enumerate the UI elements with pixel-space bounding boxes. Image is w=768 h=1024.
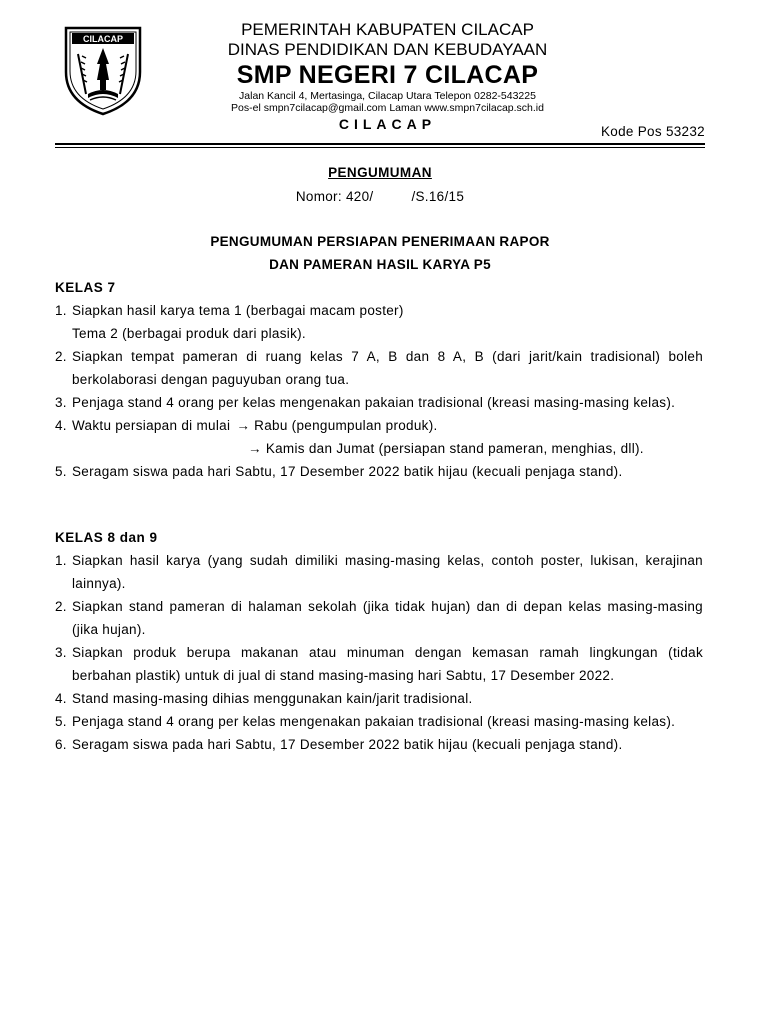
subject-line-1: PENGUMUMAN PERSIAPAN PENERIMAAN RAPOR: [210, 234, 550, 249]
government-name: PEMERINTAH KABUPATEN CILACAP: [241, 20, 534, 39]
list-item: 1. Siapkan hasil karya tema 1 (berbagai macam poster): [55, 303, 404, 318]
cilacap-emblem-logo: [62, 24, 144, 116]
department-name: DINAS PENDIDIKAN DAN KEBUDAYAAN: [227, 40, 548, 59]
right-arrow-icon: →: [248, 441, 262, 456]
school-address: Jalan Kancil 4, Mertasinga, Cilacap Utara Telepon 0282-543225: [239, 90, 536, 102]
section-kelas-7: [55, 276, 703, 483]
school-name: SMP NEGERI 7 CILACAP: [236, 61, 539, 89]
list-item: 2. Siapkan tempat pameran di ruang kelas 7 A, B dan 8 A, B (dari jarit/kain tradisional) boleh berkolaborasi dengan paguyuban orang tua.: [55, 349, 703, 387]
list-item: 3. Siapkan produk berupa makanan atau minuman dengan kemasan ramah lingkungan (tidak berbahan plastik) untuk di jual di stand masing-masing hari Sabtu, 17 Desember 2022.: [55, 645, 703, 683]
letterhead-divider-thick: [55, 143, 705, 145]
right-arrow-icon: →: [236, 418, 251, 433]
school-contact: Pos-el smpn7cilacap@gmail.com Laman www.smpn7cilacap.sch.id: [231, 102, 544, 114]
list-item: 4. Stand masing-masing dihias menggunakan kain/jarit tradisional.: [55, 691, 473, 706]
section-kelas-8-9: [55, 526, 703, 756]
list-item-continuation: → Kamis dan Jumat (persiapan stand pameran, menghias, dll).: [55, 437, 703, 460]
list-item: 3. Penjaga stand 4 orang per kelas mengenakan pakaian tradisional (kreasi masing-masing kelas).: [55, 395, 676, 410]
number-suffix: /S.16/15: [411, 189, 465, 204]
list-item: 2. Siapkan stand pameran di halaman sekolah (jika tidak hujan) dan di depan kelas masing-masing (jika hujan).: [55, 599, 703, 637]
number-prefix: Nomor: 420/: [295, 189, 374, 204]
list-item: 4. Waktu persiapan di mulai → Rabu (pengumpulan produk).: [55, 414, 703, 437]
letterhead-divider-thin: [55, 147, 705, 148]
list-item-continuation: Tema 2 (berbagai produk dari plasik).: [72, 326, 306, 341]
postal-code: Kode Pos 53232: [600, 124, 705, 139]
logo-label: CILACAP: [83, 34, 123, 44]
announcement-number: [55, 189, 705, 204]
section-heading: KELAS 7: [55, 280, 116, 295]
school-city: CILACAP: [338, 116, 437, 132]
list-item: 5. Penjaga stand 4 orang per kelas mengenakan pakaian tradisional (kreasi masing-masing kelas).: [55, 714, 676, 729]
list-item: 5. Seragam siswa pada hari Sabtu, 17 Desember 2022 batik hijau (kecuali penjaga stand).: [55, 464, 623, 479]
letterhead: [155, 20, 620, 132]
announcement-title: PENGUMUMAN: [328, 165, 432, 180]
subject-line-2: DAN PAMERAN HASIL KARYA P5: [269, 257, 491, 272]
list-item: 1. Siapkan hasil karya (yang sudah dimiliki masing-masing kelas, contoh poster, lukisan, kerajinan lainnya).: [55, 553, 703, 591]
section-heading: KELAS 8 dan 9: [55, 530, 158, 545]
list-item: 6. Seragam siswa pada hari Sabtu, 17 Desember 2022 batik hijau (kecuali penjaga stand).: [55, 737, 623, 752]
